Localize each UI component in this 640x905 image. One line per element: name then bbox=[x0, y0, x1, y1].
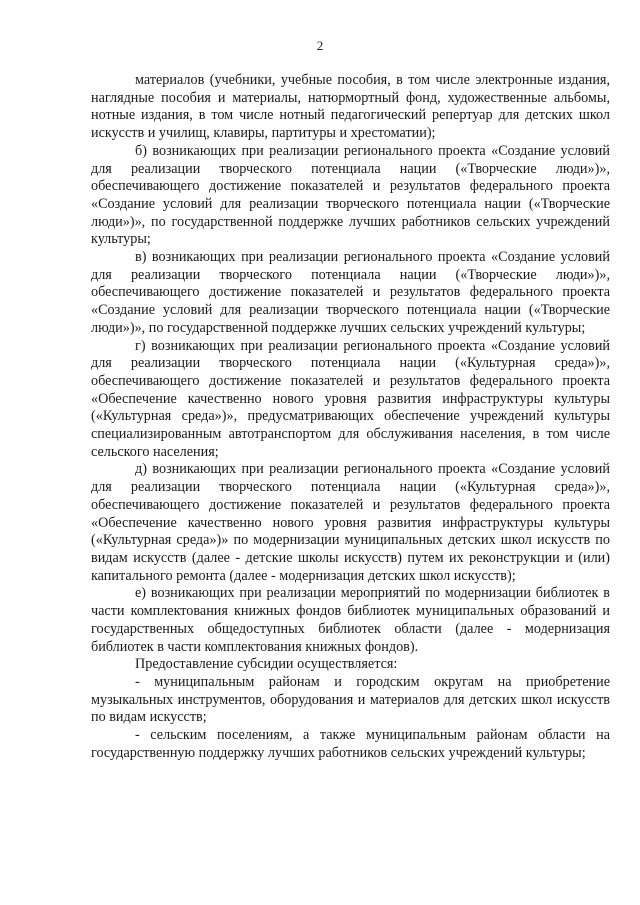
paragraph-item-g: г) возникающих при реализации регионального проекта «Создание условий для реализации творческого потенциала нации («Культурная среда»)», обеспечивающего достижение показателей и результатов федерального проекта «Обеспечение качественно нового уровня развития инфраструктуры культуры («Культурная среда»)», предусматривающих обеспечение учреждений культуры специализированным автотранспортом для обслуживания населения, в том числе сельского населения; bbox=[91, 337, 610, 460]
paragraph-item-b: б) возникающих при реализации регионального проекта «Создание условий для реализации творческого потенциала нации («Творческие люди»)», обеспечивающего достижение показателей и результатов федерального проекта «Создание условий для реализации творческого потенциала нации («Творческие люди»)», по государственной поддержке лучших работников сельских учреждений культуры; bbox=[91, 142, 610, 248]
paragraph-item-e: е) возникающих при реализации мероприятий по модернизации библиотек в части комплектования книжных фондов библиотек муниципальных образований и государственных общедоступных библиотек области (далее - модернизация библиотек в части комплектования книжных фондов). bbox=[91, 585, 610, 655]
paragraph-item-d: д) возникающих при реализации регионального проекта «Создание условий для реализации творческого потенциала нации («Культурная среда»)», обеспечивающего достижение показателей и результатов федерального проекта «Обеспечение качественно нового уровня развития инфраструктуры культуры («Культурная среда»)» по модернизации муниципальных детских школ искусств по видам искусств (далее - детские школы искусств) путем их реконструкции и (или) капитального ремонта (далее - модернизация детских школ искусств); bbox=[91, 461, 610, 584]
paragraph-materials-continued: материалов (учебники, учебные пособия, в том числе электронные издания, наглядные пособия и материалы, натюрмортный фонд, художественные альбомы, нотные издания, в том числе нотный педагогический репертуар для детских школ искусств и училищ, клавиры, партитуры и хрестоматии); bbox=[91, 72, 610, 142]
paragraph-item-v: в) возникающих при реализации регионального проекта «Создание условий для реализации творческого потенциала нации («Творческие люди»)», обеспечивающего достижение показателей и результатов федерального проекта «Создание условий для реализации творческого потенциала нации («Творческие люди»)», по государственной поддержке лучших сельских учреждений культуры; bbox=[91, 249, 610, 336]
paragraph-bullet-settlements: - сельским поселениям, а также муниципальным районам области на государственную поддержку лучших работников сельских учреждений культуры; bbox=[91, 727, 610, 761]
page-number: 2 bbox=[316, 38, 324, 53]
document-body bbox=[91, 72, 610, 762]
paragraph-subsidy-intro: Предоставление субсидии осуществляется: bbox=[135, 656, 398, 673]
paragraph-bullet-districts: - муниципальным районам и городским округам на приобретение музыкальных инструментов, оборудования и материалов для детских школ искусств по видам искусств; bbox=[91, 673, 610, 726]
